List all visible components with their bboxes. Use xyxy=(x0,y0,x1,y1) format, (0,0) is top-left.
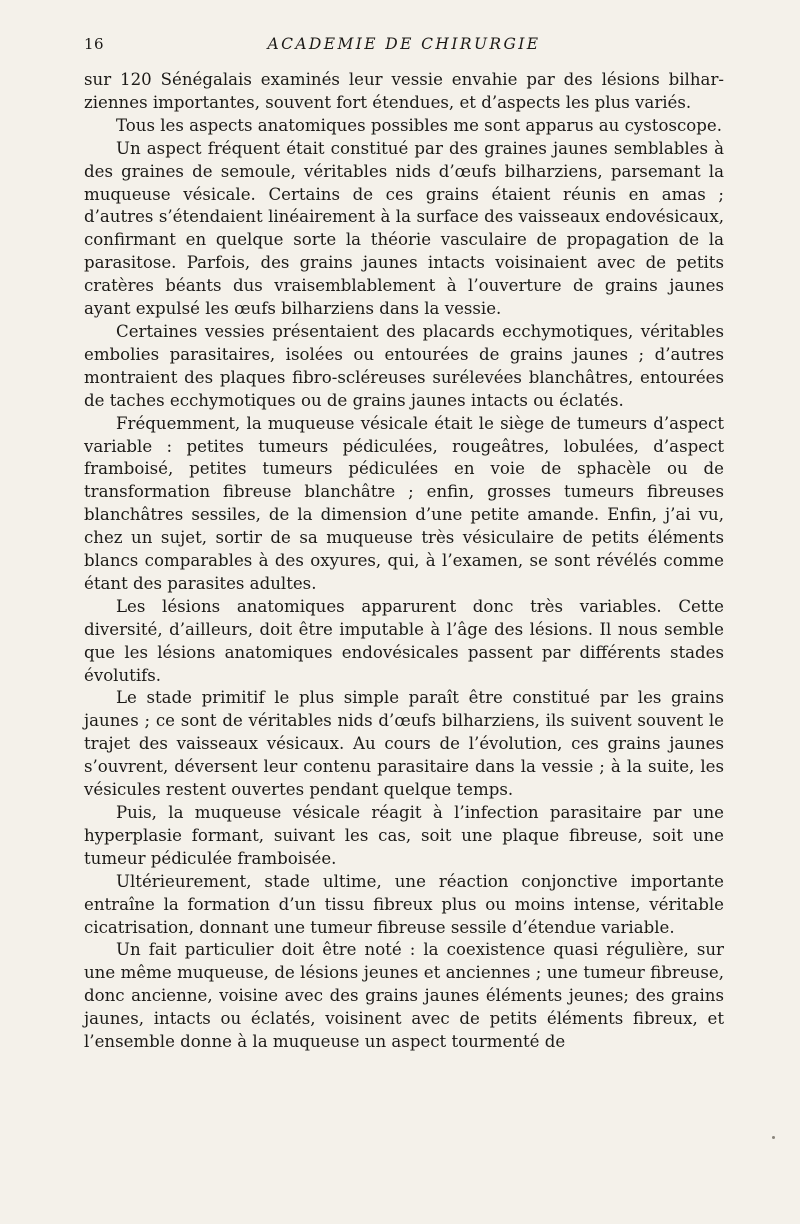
running-title: ACADEMIE DE CHIRURGIE xyxy=(267,35,541,53)
paragraph: Ultérieurement, stade ultime, une réaction conjonctive importante entraîne la formation d’un tissu fibreux plus ou moins intense, véritable cicatrisation, donnant une tumeur fibreuse sessile d’étendue variable. xyxy=(84,871,724,937)
paragraph: Certaines vessies présentaient des placards ecchymotiques, véritables embolies parasitaires, isolées ou entourées de grains jaunes ; d’autres montraient des plaques fibro-scléreuses surélevées blanchâtres, entourées de taches ecchymotiques ou de grains jaunes intacts ou éclatés. xyxy=(84,321,724,410)
page-header xyxy=(84,35,724,57)
body-text xyxy=(84,69,724,1054)
paragraph: Un aspect fréquent était constitué par des graines jaunes semblables à des graines de semoule, véritables nids d’œufs bilharziens, parsemant la muqueuse vésicale. Certains de ces grains étaient réunis en amas ; d’autres s’étendaient linéairement à la surface des vaisseaux endovésicaux, confirmant en quelque sorte la théorie vasculaire de propagation de la parasitose. Parfois, des grains jaunes intacts voisinaient avec de petits cratères béants dus vraisemblablement à l’ouverture de grains jaunes ayant expulsé les œufs bilharziens dans la vessie. xyxy=(84,138,724,319)
paragraph: Fréquemment, la muqueuse vésicale était le siège de tumeurs d’aspect variable : petites tumeurs pédiculées, rougeâtres, lobulées, d’aspect framboisé, petites tumeurs pédiculées en voie de sphacèle ou de transformation fibreuse blanchâtre ; enfin, grosses tumeurs fibreuses blanchâtres sessiles, de la dimension d’une petite amande. Enfin, j’ai vu, chez un sujet, sortir de sa muqueuse très vésiculaire de petits éléments blancs comparables à des oxyures, qui, à l’examen, se sont révélés comme étant des parasites adultes. xyxy=(84,413,724,593)
paper-speck xyxy=(772,1136,775,1139)
paragraph: sur 120 Sénégalais examinés leur vessie envahie par des lésions bilharziennes importantes, souvent fort étendues, et d’aspects les plus variés. xyxy=(84,70,724,112)
paragraph: Les lésions anatomiques apparurent donc très variables. Cette diversité, d’ailleurs, doit être imputable à l’âge des lésions. Il nous semble que les lésions anatomiques endovésicales passent par différents stades évolutifs. xyxy=(84,596,724,685)
paragraph: Tous les aspects anatomiques possibles me sont apparus au cystoscope. xyxy=(116,115,722,135)
page-number: 16 xyxy=(84,35,105,53)
paragraph: Le stade primitif le plus simple paraît être constitué par les grains jaunes ; ce sont de véritables nids d’œufs bilharziens, ils suivent souvent le trajet des vaisseaux vésicaux. Au cours de l’évolution, ces grains jaunes s’ouvrent, déversent leur contenu parasitaire dans la vessie ; à la suite, les vésicules restent ouvertes pendant quelque temps. xyxy=(84,688,724,800)
paragraph: Puis, la muqueuse vésicale réagit à l’infection parasitaire par une hyperplasie formant, suivant les cas, soit une plaque fibreuse, soit une tumeur pédiculée framboisée. xyxy=(84,803,724,868)
paragraph: Un fait particulier doit être noté : la coexistence quasi régulière, sur une même muqueuse, de lésions jeunes et anciennes ; une tumeur fibreuse, donc ancienne, voisine avec des grains jaunes éléments jeunes; des grains jaunes, intacts ou éclatés, voisinent avec de petits éléments fibreux, et l’ensemble donne à la muqueuse un aspect tourmenté de xyxy=(84,940,724,1052)
